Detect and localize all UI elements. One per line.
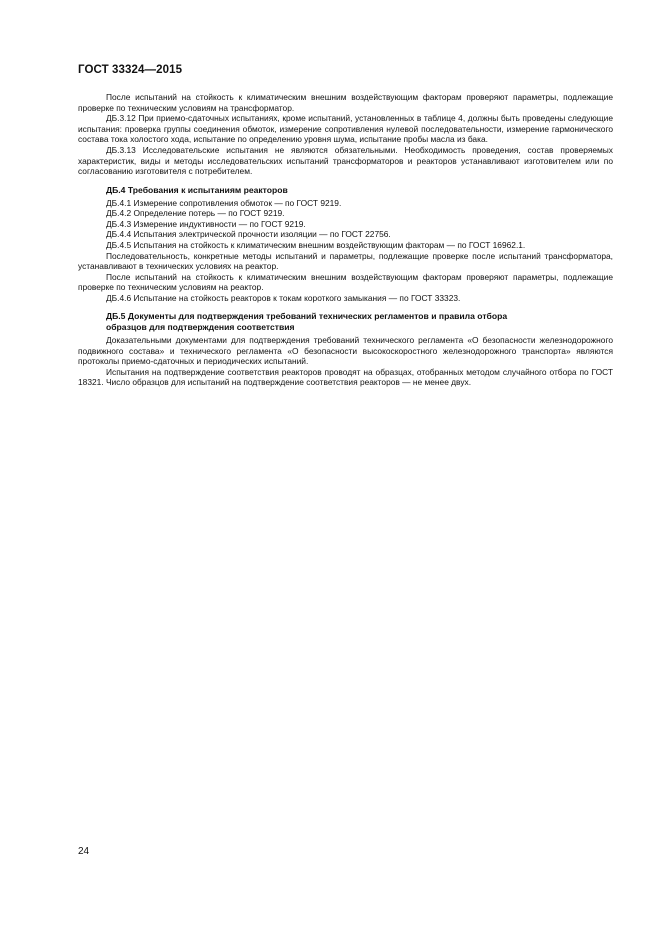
document-header: ГОСТ 33324—2015 <box>78 64 183 76</box>
list-item-db-4-6: ДБ.4.6 Испытание на стойкость реакторов к токам короткого замыкания — по ГОСТ 33323. <box>106 292 461 303</box>
list-item-db-4-4: ДБ.4.4 Испытания электрической прочности изоляции — по ГОСТ 22756. <box>106 229 391 240</box>
list-item-db-4-5: ДБ.4.5 Испытания на стойкость к климатическим внешним воздействующим факторам — по ГОСТ 16962.1. <box>106 239 526 250</box>
document-body <box>78 92 613 388</box>
paragraph-db-3-13: ДБ.3.13 Исследовательские испытания не являются обязательными. Необходимость проведения, состав проверяемых характеристик, виды и методы исследовательских испытаний трансформаторов и реакторов устанавливают изготовителем или по согласованию изготовителя с потребителем. <box>78 144 613 177</box>
section-heading-db5-line1: ДБ.5 Документы для подтверждения требований технических регламентов и правила отбора <box>106 311 508 322</box>
paragraph-after-climatic-tests-transformer: После испытаний на стойкость к климатическим внешним воздействующим факторам проверяют параметры, подлежащие проверке по техническим условиям на трансформатор. <box>78 92 613 113</box>
paragraph-test-sequence: Последовательность, конкретные методы испытаний и параметры, подлежащие проверке после испытаний трансформатора, устанавливают в технических условиях на реактор. <box>78 250 613 272</box>
paragraph-evidence-documents: Доказательными документами для подтверждения требований технического регламента «О безопасности железнодорожного подвижного состава» и технического регламента «О безопасности высокоскоростного железнодорожного транспорта» являются протоколы приемо-сдаточных и периодических испытаний. <box>78 335 613 367</box>
section-heading-db5 <box>78 311 613 333</box>
paragraph-after-climatic-tests-reactor: После испытаний на стойкость к климатическим внешним воздействующим факторам проверяют параметры, подлежащие проверке по техническим условиям на реактор. <box>78 271 613 293</box>
paragraph-sampling: Испытания на подтверждение соответствия реакторов проводят на образцах, отобранных методом случайного отбора по ГОСТ 18321. Число образцов для испытаний на подтверждение соответствия реакторов — не менее двух. <box>78 366 613 388</box>
section-heading-db5-line2: образцов для подтверждения соответствия <box>106 322 295 333</box>
list-item-db-4-3: ДБ.4.3 Измерение индуктивности — по ГОСТ 9219. <box>106 218 306 229</box>
list-item-db-4-1: ДБ.4.1 Измерение сопротивления обмоток — по ГОСТ 9219. <box>106 197 342 208</box>
page-number: 24 <box>78 846 90 857</box>
paragraph-db-3-12: ДБ.3.12 При приемо-сдаточных испытаниях, кроме испытаний, установленных в таблице 4, должны быть проведены следующие испытания: проверка группы соединения обмоток, измерение сопротивления нулевой последовательности, измерение гармонического состава тока холостого хода, испытание по определению уровня шума, испытание пробы масла из бака. <box>78 113 613 145</box>
list-item-db-4-2: ДБ.4.2 Определение потерь — по ГОСТ 9219. <box>106 208 285 219</box>
section-heading-db4: ДБ.4 Требования к испытаниям реакторов <box>106 184 288 195</box>
